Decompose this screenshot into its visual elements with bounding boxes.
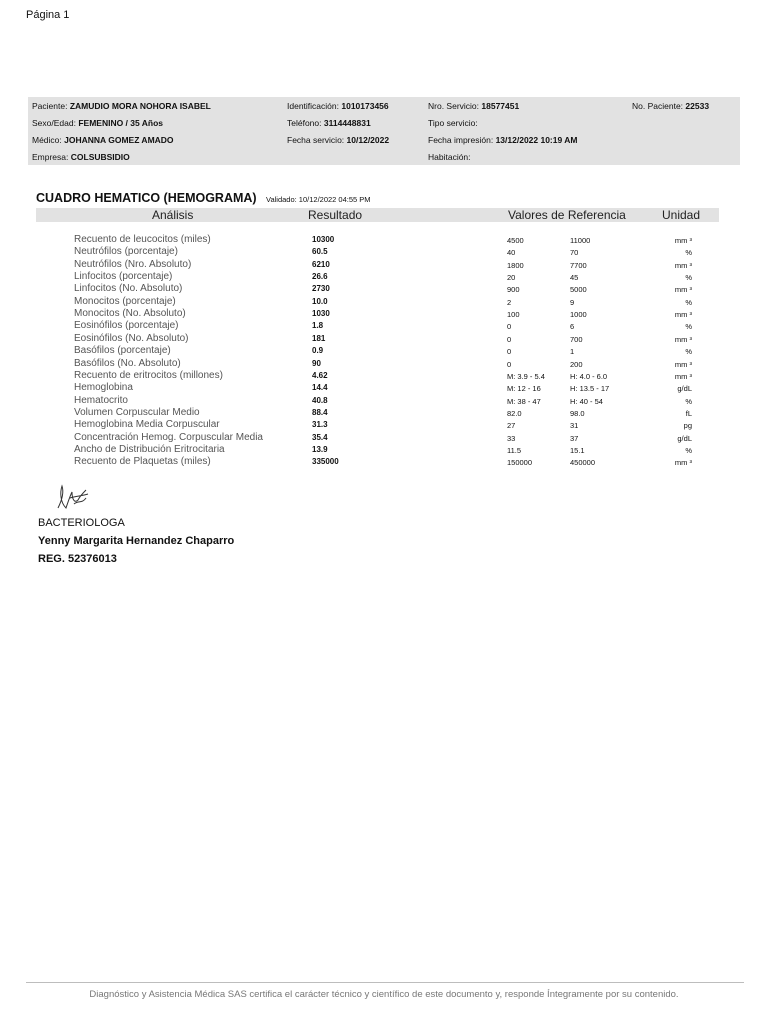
table-row xyxy=(0,432,768,444)
validated-timestamp: Validado: 10/12/2022 04:55 PM xyxy=(266,195,371,204)
unit-value: % xyxy=(685,248,692,258)
result-value: 6210 xyxy=(312,259,330,269)
patient-name-field xyxy=(32,101,211,111)
reference-min: 11.5 xyxy=(507,445,522,455)
unit-value: mm ³ xyxy=(674,458,692,468)
reference-max: H: 13.5 - 17 xyxy=(570,384,610,394)
result-value: 4.62 xyxy=(312,370,328,380)
identification-field xyxy=(287,101,389,111)
result-value: 26.6 xyxy=(312,272,328,282)
company-label: Empresa: xyxy=(32,152,69,162)
analysis-name: Hemoglobina Media Corpuscular xyxy=(74,419,220,431)
sex-age-value: FEMENINO / 35 Años xyxy=(78,118,164,128)
reference-max: 98.0 xyxy=(570,408,585,418)
unit-value: mm ³ xyxy=(674,310,692,320)
unit-value: mm ³ xyxy=(674,371,692,381)
reference-max: 700 xyxy=(570,334,583,344)
reference-max: H: 4.0 - 6.0 xyxy=(570,371,608,381)
doctor-value: JOHANNA GOMEZ AMADO xyxy=(64,135,174,145)
reference-max: 45 xyxy=(570,273,579,283)
print-date-field xyxy=(428,135,578,145)
result-value: 31.3 xyxy=(312,420,328,430)
patient-number-label: No. Paciente: xyxy=(632,101,684,111)
doctor-label: Médico: xyxy=(32,135,62,145)
company-value: COLSUBSIDIO xyxy=(70,152,130,162)
result-value: 10.0 xyxy=(312,296,328,306)
patient-info-panel xyxy=(28,97,740,165)
unit-value: fL xyxy=(685,408,692,418)
patient-name-label: Paciente: xyxy=(32,101,68,111)
header-reference: Valores de Referencia xyxy=(508,208,626,222)
service-type-field xyxy=(428,118,478,128)
analysis-name: Volumen Corpuscular Medio xyxy=(74,406,200,418)
table-row xyxy=(0,382,768,394)
analysis-name: Basófilos (porcentaje) xyxy=(74,345,171,357)
analysis-name: Linfocitos (porcentaje) xyxy=(74,271,173,283)
footer-divider xyxy=(26,982,744,983)
reference-max: 1 xyxy=(570,347,575,357)
unit-value: % xyxy=(685,445,692,455)
service-number-field xyxy=(428,101,519,111)
result-value: 10300 xyxy=(312,235,335,244)
signature-registration: REG. 52376013 xyxy=(38,553,117,565)
result-value: 335000 xyxy=(312,457,339,467)
reference-max: 1000 xyxy=(570,310,587,320)
reference-min: M: 38 - 47 xyxy=(507,396,541,406)
identification-value: 1010173456 xyxy=(341,101,389,111)
signature-role: BACTERIOLOGA xyxy=(38,517,125,529)
room-label: Habitación: xyxy=(428,152,471,162)
unit-value: g/dL xyxy=(677,384,692,394)
analysis-name: Hemoglobina xyxy=(74,382,133,394)
header-unit: Unidad xyxy=(662,208,701,222)
patient-number-value: 22533 xyxy=(685,101,710,111)
reference-max: 37 xyxy=(570,433,579,443)
unit-value: g/dL xyxy=(677,433,692,443)
analysis-name: Basófilos (No. Absoluto) xyxy=(74,357,181,369)
unit-value: % xyxy=(685,273,692,283)
service-date-field xyxy=(287,135,389,145)
result-value: 90 xyxy=(312,358,321,368)
reference-min: 82.0 xyxy=(507,408,522,418)
reference-min: M: 3.9 - 5.4 xyxy=(507,371,545,381)
reference-max: 70 xyxy=(570,248,579,258)
result-value: 1.8 xyxy=(312,321,324,331)
reference-min: 150000 xyxy=(507,458,533,468)
result-value: 2730 xyxy=(312,284,330,294)
reference-min: 900 xyxy=(507,285,520,295)
result-value: 1030 xyxy=(312,309,330,319)
table-row xyxy=(0,271,768,283)
table-row xyxy=(0,246,768,258)
table-row xyxy=(0,296,768,308)
table-row xyxy=(0,320,768,332)
analysis-name: Neutrófilos (porcentaje) xyxy=(74,246,178,258)
unit-value: mm ³ xyxy=(674,285,692,295)
reference-min: M: 12 - 16 xyxy=(507,384,541,394)
table-row xyxy=(0,308,768,320)
identification-label: Identificación: xyxy=(287,101,339,111)
analysis-name: Ancho de Distribución Eritrocitaria xyxy=(74,443,225,455)
analysis-name: Monocitos (porcentaje) xyxy=(74,295,176,307)
analysis-name: Hematocrito xyxy=(74,394,128,406)
table-row xyxy=(0,407,768,419)
table-row xyxy=(0,283,768,295)
footer-disclaimer: Diagnóstico y Asistencia Médica SAS certifica el carácter técnico y científico de este documento y, responde Íntegramente por su contenido. xyxy=(89,989,679,1000)
reference-min: 0 xyxy=(507,347,512,357)
reference-max: 31 xyxy=(570,421,579,431)
result-value: 13.9 xyxy=(312,444,328,454)
patient-name-value: ZAMUDIO MORA NOHORA ISABEL xyxy=(69,101,211,111)
reference-max: 200 xyxy=(570,359,583,369)
reference-max: 11000 xyxy=(570,236,591,245)
reference-min: 33 xyxy=(507,433,516,443)
table-row xyxy=(0,259,768,271)
reference-max: 6 xyxy=(570,322,575,332)
reference-max: 450000 xyxy=(570,458,596,468)
reference-max: 9 xyxy=(570,297,575,307)
signature-name: Yenny Margarita Hernandez Chaparro xyxy=(38,535,235,547)
analysis-name: Neutrófilos (Nro. Absoluto) xyxy=(74,258,192,270)
reference-min: 100 xyxy=(507,310,520,320)
reference-min: 0 xyxy=(507,334,512,344)
analysis-name: Eosinófilos (porcentaje) xyxy=(74,320,179,332)
service-date-value: 10/12/2022 xyxy=(346,135,390,145)
room-field xyxy=(428,152,471,162)
table-row xyxy=(0,358,768,370)
table-row xyxy=(0,444,768,456)
reference-max: 5000 xyxy=(570,285,587,295)
unit-value: pg xyxy=(683,421,692,431)
reference-max: 7700 xyxy=(570,260,587,270)
table-row xyxy=(0,333,768,345)
analysis-name: Linfocitos (No. Absoluto) xyxy=(74,283,183,295)
table-row xyxy=(0,345,768,357)
reference-min: 1800 xyxy=(507,260,524,270)
header-analysis: Análisis xyxy=(152,208,194,222)
reference-min: 27 xyxy=(507,421,516,431)
table-row xyxy=(0,395,768,407)
result-value: 181 xyxy=(312,333,326,343)
reference-min: 0 xyxy=(507,322,512,332)
unit-value: % xyxy=(685,322,692,332)
unit-value: mm ³ xyxy=(674,334,692,344)
phone-label: Teléfono: xyxy=(287,118,322,128)
header-result: Resultado xyxy=(308,208,363,222)
reference-max: 15.1 xyxy=(570,445,585,455)
reference-min: 0 xyxy=(507,359,512,369)
unit-value: mm ³ xyxy=(674,260,692,270)
analysis-name: Recuento de leucocitos (miles) xyxy=(74,234,211,245)
reference-max: H: 40 - 54 xyxy=(570,396,603,406)
analysis-name: Monocitos (No. Absoluto) xyxy=(74,308,186,320)
sex-age-label: Sexo/Edad: xyxy=(32,118,76,128)
phone-value: 3114448831 xyxy=(323,118,371,128)
reference-min: 2 xyxy=(507,297,512,307)
analysis-name: Recuento de eritrocitos (millones) xyxy=(74,369,223,381)
service-number-value: 18577451 xyxy=(481,101,520,111)
print-date-label: Fecha impresión: xyxy=(428,135,494,145)
patient-number-field xyxy=(632,101,709,111)
reference-min: 20 xyxy=(507,273,516,283)
print-date-value: 13/12/2022 10:19 AM xyxy=(495,135,578,145)
table-row xyxy=(0,370,768,382)
reference-min: 4500 xyxy=(507,236,524,245)
unit-value: % xyxy=(685,297,692,307)
results-table-header xyxy=(36,208,719,222)
table-row xyxy=(0,234,768,246)
analysis-name: Eosinófilos (No. Absoluto) xyxy=(74,332,189,344)
phone-field xyxy=(287,118,371,128)
doctor-field xyxy=(32,135,174,145)
result-value: 40.8 xyxy=(312,395,328,405)
result-value: 88.4 xyxy=(312,407,328,417)
result-value: 60.5 xyxy=(312,247,328,257)
service-number-label: Nro. Servicio: xyxy=(428,101,480,111)
unit-value: % xyxy=(685,396,692,406)
reference-min: 40 xyxy=(507,248,516,258)
service-type-label: Tipo servicio: xyxy=(428,118,478,128)
result-value: 14.4 xyxy=(312,383,328,393)
unit-value: mm ³ xyxy=(674,359,692,369)
result-value: 35.4 xyxy=(312,432,328,442)
unit-value: % xyxy=(685,347,692,357)
analysis-name: Recuento de Plaquetas (miles) xyxy=(74,456,211,468)
sex-age-field xyxy=(32,118,163,128)
unit-value: mm ³ xyxy=(674,236,692,245)
page-number: Página 1 xyxy=(26,9,70,21)
result-value: 0.9 xyxy=(312,346,324,356)
signature-image xyxy=(50,482,124,514)
service-date-label: Fecha servicio: xyxy=(287,135,345,145)
company-field xyxy=(32,152,130,162)
table-row xyxy=(0,419,768,431)
table-row xyxy=(0,456,768,468)
analysis-name: Concentración Hemog. Corpuscular Media xyxy=(74,431,263,443)
section-title: CUADRO HEMATICO (HEMOGRAMA) xyxy=(36,191,257,205)
